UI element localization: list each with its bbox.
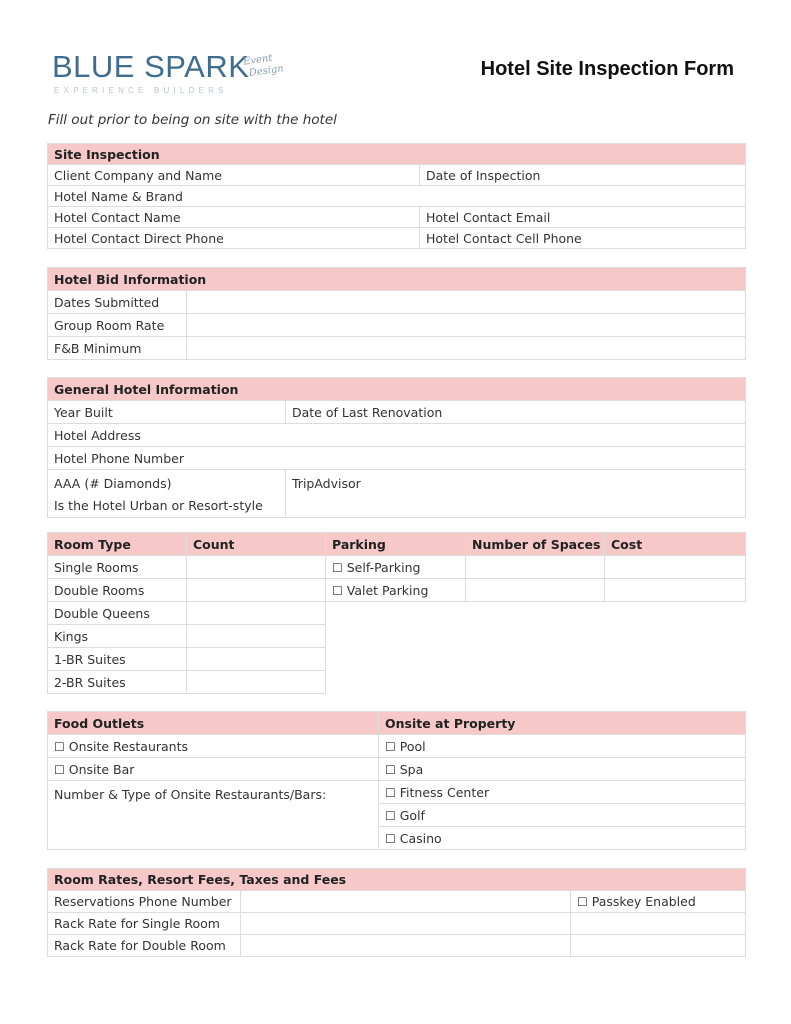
fitness-option[interactable] bbox=[379, 781, 746, 804]
checkbox[interactable]: ☐ bbox=[385, 808, 396, 823]
rack-double-extra[interactable] bbox=[571, 935, 746, 957]
dates-submitted-input[interactable] bbox=[187, 291, 746, 314]
client-company-field[interactable]: Client Company and Name bbox=[48, 165, 420, 186]
logo-script-event: Event bbox=[242, 52, 274, 68]
double-count-input[interactable] bbox=[187, 579, 326, 602]
room-type-label: Double Queens bbox=[48, 602, 187, 625]
rates-label: Reservations Phone Number bbox=[48, 891, 241, 913]
general-info-table bbox=[47, 377, 746, 518]
inspection-date-field[interactable]: Date of Inspection bbox=[420, 165, 746, 186]
passkey-option[interactable] bbox=[571, 891, 746, 913]
self-spaces-input[interactable] bbox=[466, 556, 605, 579]
pool-option[interactable] bbox=[379, 735, 746, 758]
count-header: Count bbox=[187, 533, 326, 556]
room-type-label: Kings bbox=[48, 625, 187, 648]
parking-header: Parking bbox=[326, 533, 466, 556]
rack-single-extra[interactable] bbox=[571, 913, 746, 935]
option-label: Golf bbox=[399, 807, 425, 823]
option-label: Spa bbox=[399, 761, 424, 777]
hotel-name-field[interactable]: Hotel Name & Brand bbox=[48, 186, 746, 207]
cost-header: Cost bbox=[605, 533, 746, 556]
option-label: Onsite Bar bbox=[68, 761, 135, 777]
onsite-header: Onsite at Property bbox=[379, 712, 746, 735]
suites2-count-input[interactable] bbox=[187, 671, 326, 694]
section-header: General Hotel Information bbox=[48, 378, 746, 401]
last-renovation-field[interactable]: Date of Last Renovation bbox=[286, 401, 746, 424]
fb-minimum-input[interactable] bbox=[187, 337, 746, 360]
option-label: Onsite Restaurants bbox=[68, 738, 189, 754]
contact-name-field[interactable]: Hotel Contact Name bbox=[48, 207, 420, 228]
section-header: Site Inspection bbox=[48, 144, 746, 165]
cell-phone-field[interactable]: Hotel Contact Cell Phone bbox=[420, 228, 746, 249]
reservations-phone-input[interactable] bbox=[241, 891, 571, 913]
aaa-label: AAA (# Diamonds) bbox=[54, 476, 172, 491]
rates-table bbox=[47, 868, 746, 957]
page-title: Hotel Site Inspection Form bbox=[480, 58, 734, 80]
room-type-label: Double Rooms bbox=[48, 579, 187, 602]
casino-option[interactable] bbox=[379, 827, 746, 850]
year-built-field[interactable]: Year Built bbox=[48, 401, 286, 424]
queens-count-input[interactable] bbox=[187, 602, 326, 625]
rooms-parking-table bbox=[47, 532, 746, 694]
aaa-urban-field[interactable] bbox=[48, 470, 286, 518]
address-field[interactable]: Hotel Address bbox=[48, 424, 746, 447]
single-count-input[interactable] bbox=[187, 556, 326, 579]
checkbox[interactable]: ☐ bbox=[332, 560, 343, 575]
checkbox[interactable]: ☐ bbox=[54, 762, 65, 777]
room-type-label: 1-BR Suites bbox=[48, 648, 187, 671]
logo-script-design: Design bbox=[248, 63, 285, 80]
self-parking-option[interactable] bbox=[326, 556, 466, 579]
rack-single-input[interactable] bbox=[241, 913, 571, 935]
hotel-phone-field[interactable]: Hotel Phone Number bbox=[48, 447, 746, 470]
food-outlets-header: Food Outlets bbox=[48, 712, 379, 735]
checkbox[interactable]: ☐ bbox=[577, 895, 588, 909]
checkbox[interactable]: ☐ bbox=[54, 739, 65, 754]
option-label: Passkey Enabled bbox=[591, 894, 696, 909]
food-onsite-table bbox=[47, 711, 746, 850]
option-label: Valet Parking bbox=[346, 582, 429, 598]
restaurants-detail-label: Number & Type of Onsite Restaurants/Bars: bbox=[54, 787, 327, 802]
group-rate-input[interactable] bbox=[187, 314, 746, 337]
spaces-header: Number of Spaces bbox=[466, 533, 605, 556]
option-label: Self-Parking bbox=[346, 559, 421, 575]
checkbox[interactable]: ☐ bbox=[385, 785, 396, 800]
site-inspection-table bbox=[47, 143, 746, 249]
logo-wordmark: BLUE SPARK bbox=[52, 49, 250, 84]
golf-option[interactable] bbox=[379, 804, 746, 827]
kings-count-input[interactable] bbox=[187, 625, 326, 648]
onsite-bar-option[interactable] bbox=[48, 758, 379, 781]
bid-label: Dates Submitted bbox=[48, 291, 187, 314]
logo-tagline: EXPERIENCE BUILDERS bbox=[54, 86, 228, 95]
section-header: Room Rates, Resort Fees, Taxes and Fees bbox=[48, 869, 746, 891]
direct-phone-field[interactable]: Hotel Contact Direct Phone bbox=[48, 228, 420, 249]
suites1-count-input[interactable] bbox=[187, 648, 326, 671]
logo-script bbox=[243, 51, 285, 80]
rates-label: Rack Rate for Single Room bbox=[48, 913, 241, 935]
tripadvisor-field[interactable] bbox=[286, 470, 746, 518]
contact-email-field[interactable]: Hotel Contact Email bbox=[420, 207, 746, 228]
bid-label: Group Room Rate bbox=[48, 314, 187, 337]
option-label: Pool bbox=[399, 738, 426, 754]
tripadvisor-label: TripAdvisor bbox=[292, 476, 361, 491]
checkbox[interactable]: ☐ bbox=[332, 583, 343, 598]
section-header: Hotel Bid Information bbox=[48, 268, 746, 291]
room-type-header: Room Type bbox=[48, 533, 187, 556]
valet-spaces-input[interactable] bbox=[466, 579, 605, 602]
valet-parking-option[interactable] bbox=[326, 579, 466, 602]
valet-cost-input[interactable] bbox=[605, 579, 746, 602]
room-type-label: Single Rooms bbox=[48, 556, 187, 579]
option-label: Casino bbox=[399, 830, 442, 846]
restaurants-detail-field[interactable] bbox=[48, 781, 379, 850]
page-subtitle: Fill out prior to being on site with the hotel bbox=[48, 112, 337, 128]
checkbox[interactable]: ☐ bbox=[385, 739, 396, 754]
rack-double-input[interactable] bbox=[241, 935, 571, 957]
option-label: Fitness Center bbox=[399, 784, 490, 800]
checkbox[interactable]: ☐ bbox=[385, 831, 396, 846]
rates-label: Rack Rate for Double Room bbox=[48, 935, 241, 957]
onsite-restaurants-option[interactable] bbox=[48, 735, 379, 758]
self-cost-input[interactable] bbox=[605, 556, 746, 579]
bid-table bbox=[47, 267, 746, 360]
room-type-label: 2-BR Suites bbox=[48, 671, 187, 694]
urban-resort-label: Is the Hotel Urban or Resort-style bbox=[54, 498, 263, 513]
bid-label: F&B Minimum bbox=[48, 337, 187, 360]
checkbox[interactable]: ☐ bbox=[385, 762, 396, 777]
spa-option[interactable] bbox=[379, 758, 746, 781]
